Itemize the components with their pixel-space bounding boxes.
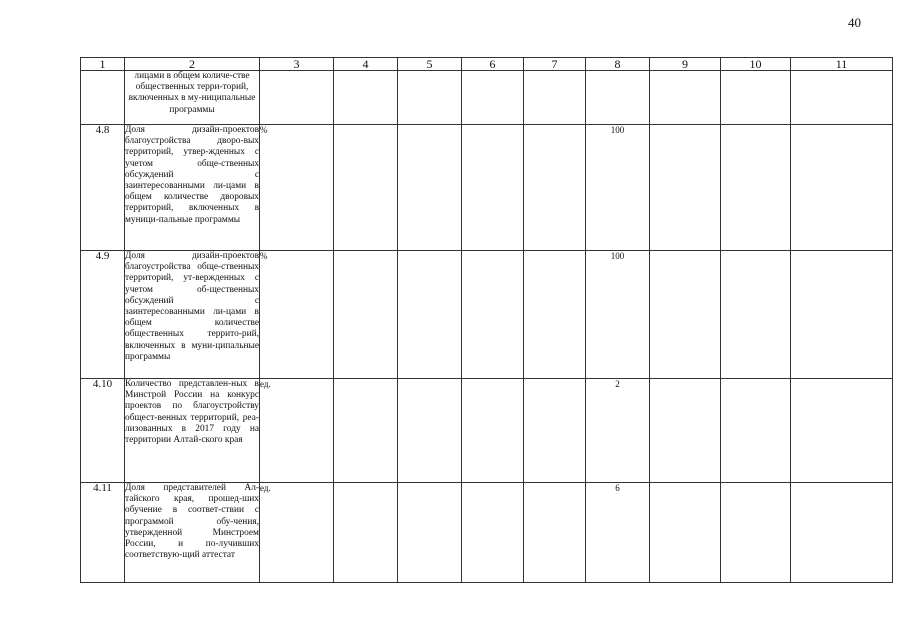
row-number: 4.11	[81, 483, 125, 583]
table-cell	[334, 71, 398, 125]
row-number: 4.10	[81, 379, 125, 483]
table-cell	[791, 379, 893, 483]
column-header: 10	[721, 58, 791, 71]
table-cell	[791, 251, 893, 379]
row-unit	[260, 71, 334, 125]
table-cell	[524, 379, 586, 483]
row-value-col8: 2	[586, 379, 650, 483]
table-row	[81, 379, 893, 483]
table-cell	[462, 379, 524, 483]
table-cell	[398, 379, 462, 483]
table-cell	[462, 483, 524, 583]
row-value-col8: 6	[586, 483, 650, 583]
row-unit: ед.	[260, 483, 334, 583]
column-header: 3	[260, 58, 334, 71]
row-value-col8: 100	[586, 125, 650, 251]
row-description: Количество представлен-ных в Минстрой России на конкурс проектов по благоустройству общест-венных территорий, реа-лизованных в 2017 году на территории Алтай-ского края	[125, 379, 260, 483]
table-cell	[524, 483, 586, 583]
table-row	[81, 125, 893, 251]
page-number: 40	[848, 15, 861, 30]
table-row	[81, 251, 893, 379]
table-cell	[462, 71, 524, 125]
row-description: Доля дизайн-проектов благоустройства обще-ственных территорий, ут-вержденных с учетом об-щественных обсуждений с заинтересованными ли-цами в общем количестве общественных террито-рий, включенных в муни-ципальные программы	[125, 251, 260, 379]
row-description: Доля дизайн-проектов благоустройства дворо-вых территорий, утвер-жденных с учетом обще-ственных обсуждений с заинтересованными ли-цами в общем количестве дворовых территорий, включенных в муници-пальные программы	[125, 125, 260, 251]
table-cell	[398, 483, 462, 583]
table-row	[81, 71, 893, 125]
table-cell	[334, 379, 398, 483]
table-cell	[462, 251, 524, 379]
table-cell	[398, 251, 462, 379]
row-number: 4.8	[81, 125, 125, 251]
table-cell	[721, 483, 791, 583]
table-cell	[334, 251, 398, 379]
table-cell	[334, 125, 398, 251]
row-unit: ед.	[260, 379, 334, 483]
table-cell	[791, 125, 893, 251]
column-header: 8	[586, 58, 650, 71]
table-cell	[462, 125, 524, 251]
column-header: 11	[791, 58, 893, 71]
row-value-col8: 100	[586, 251, 650, 379]
row-unit: %	[260, 251, 334, 379]
column-header: 6	[462, 58, 524, 71]
table-cell	[524, 251, 586, 379]
table-cell	[650, 251, 721, 379]
table-cell	[650, 379, 721, 483]
table-cell	[334, 483, 398, 583]
column-header: 7	[524, 58, 586, 71]
column-header: 1	[81, 58, 125, 71]
column-header: 4	[334, 58, 398, 71]
table-cell	[721, 379, 791, 483]
indicators-table	[80, 57, 893, 583]
table-cell	[524, 71, 586, 125]
table-cell	[721, 251, 791, 379]
column-header: 9	[650, 58, 721, 71]
row-number: 4.9	[81, 251, 125, 379]
table-cell	[650, 71, 721, 125]
row-unit: %	[260, 125, 334, 251]
table-cell	[650, 125, 721, 251]
row-description: лицами в общем количе-стве общественных терри-торий, включенных в му-ниципальные программы	[125, 71, 260, 125]
column-header: 5	[398, 58, 462, 71]
table-cell	[721, 71, 791, 125]
table-cell	[524, 125, 586, 251]
table-cell	[398, 71, 462, 125]
table-cell	[791, 71, 893, 125]
column-header: 2	[125, 58, 260, 71]
row-description: Доля представителей Ал-тайского края, прошед-ших обучение в соответ-ствии с программой обу-чения, утвержденной Минстроем России, и по-лучивших соответствую-щий аттестат	[125, 483, 260, 583]
table-cell	[791, 483, 893, 583]
table-cell	[398, 125, 462, 251]
table-cell	[721, 125, 791, 251]
table-header-row	[81, 58, 893, 71]
row-number	[81, 71, 125, 125]
row-value-col8	[586, 71, 650, 125]
table-row	[81, 483, 893, 583]
table-cell	[650, 483, 721, 583]
